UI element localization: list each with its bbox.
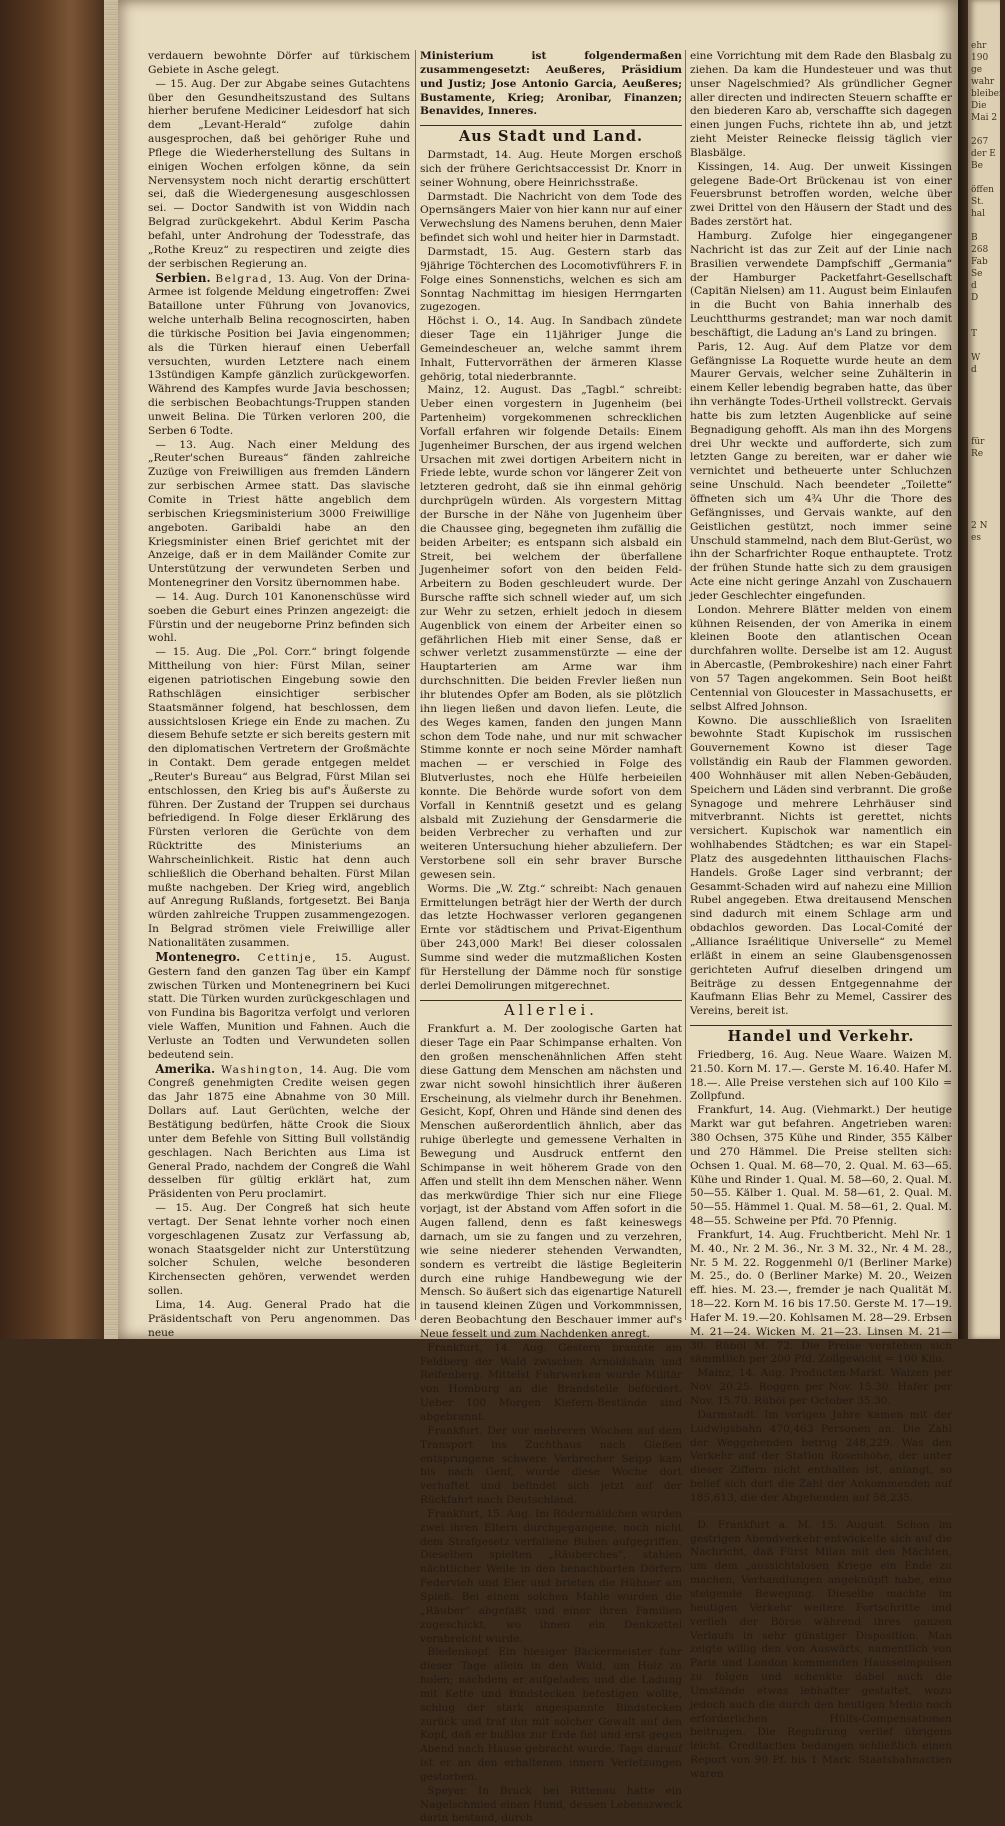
section-heading: Allerlei.	[420, 1000, 682, 1019]
article-paragraph: Worms. Die „W. Ztg.“ schreibt: Nach genauen Ermittelungen beträgt hier der Werth der durch das letzte Hochwasser verloren gegangenen Ernte vor städtischem und Privat-Eigenthum über 243,000 Mark! Bei dieser colossalen Summe sind weder die mutzmaßlichen Kosten für Herstellung der Dämme noch für sonstige derlei Demolirungen mitgerechnet.	[420, 882, 682, 992]
column-2	[420, 50, 682, 1825]
dateline-place: Cettinje,	[257, 951, 318, 964]
article-paragraph: Biedenkopf. Ein hiesiger Bäckermeister fuhr dieser Tage allein in den Wald, um Holz zu holen; nachdem er aufgeladen und die Ladung mit Kette und Bindstecken befestigen wollte, schlug der stark angespannte Bindstecken zurück und traf ihn mit solcher Gewalt auf den Kopf, daß er bußlos zur Erde fiel und erst gegen Abend nach Hause gebracht wurde. Tags darauf ist er an den erhaltenen innern Verletzungen gestorben.	[420, 1646, 682, 1783]
article-paragraph: Darmstadt. Die Nachricht von dem Tode des Opernsängers Maier von hier kann nur auf einer Verwechslung des Namens beruhen, denn Maier befindet sich wohl und heiter hier in Darmstadt.	[420, 190, 682, 245]
article-paragraph: Frankfurt, 14. Aug. (Viehmarkt.) Der heutige Markt war gut befahren. Angetrieben waren: 380 Ochsen, 375 Kühe und Rinder, 355 Kälber und 270 Hämmel. Die Preise stellten sich: Ochsen 1. Qual. M. 68—70, 2. Qual. M. 63—65. Kühe und Rinder 1. Qual. M. 58—60, 2. Qual. M. 50—55. Kälber 1. Qual. M. 58—61, 2. Qual. M. 50—55. Hämmel 1. Qual. M. 58—61, 2. Qual. M. 48—55. Schweine per Pfd. 70 Pfennig.	[690, 1104, 952, 1228]
section-heading: Handel und Verkehr.	[690, 1025, 952, 1044]
article-paragraph: Speyer. In Bruck bei Rittenau hatte ein Nagelschmied einen Hund, dessen Lebenszweck darin bestand, durch	[420, 1784, 682, 1825]
book-spine	[0, 0, 118, 1339]
article-paragraph: Lima, 14. Aug. General Prado hat die Präsidentschaft von Peru angenommen. Das neue	[148, 1298, 410, 1339]
article-paragraph: Darmstadt, 14. Aug. Heute Morgen erschoß sich der frühere Gerichtsaccessist Dr. Knorr in seiner Wohnung, obere Heinrichsstraße.	[420, 149, 682, 189]
article-paragraph: Mainz, 14. Aug. Producten-Markt. Waizen per Nov. 20.25. Roggen per Nov. 15.30. Hafer per Nov. 15.70. Rüböl per October 35.30.	[690, 1367, 952, 1407]
article-paragraph: London. Mehrere Blätter melden von einem kühnen Reisenden, der von Amerika in einem kleinen Boote den atlantischen Ocean durchfahren wollte. Derselbe ist am 12. August in Abercastle, (Pembrokeshire) nach einer Fahrt von 57 Tagen angekommen. Sein Boot heißt Centennial von Gloucester in Massachusetts, er selbst Alfred Johnson.	[690, 603, 952, 713]
article-paragraph	[148, 1063, 410, 1202]
region-label: Montenegro.	[155, 949, 241, 964]
article-paragraph: Friedberg, 16. Aug. Neue Waare. Waizen M. 21.50. Korn M. 17.—. Gerste M. 16.40. Hafer M. 18.—. Alle Preise verstehen sich auf 100 Kilo = Zollpfund.	[690, 1048, 952, 1103]
column-rule	[685, 50, 686, 1320]
dateline-place: Washington,	[221, 1063, 305, 1076]
article-paragraph: Frankfurt, 14. Aug. Gestern brannte am Feldberg der Wald zwischen Arnoldshain und Reifenberg. Mittelst Fuhrwerken wurde Militär von Homburg an die Brandstelle befördert. Ueber 100 Morgen Kiefern-Bestände sind abgebrannt.	[420, 1341, 682, 1423]
section-divider	[690, 1513, 952, 1515]
article-paragraph: Paris, 12. Aug. Auf dem Platze vor dem Gefängnisse La Roquette wurde heute an dem Maurer Gervais, welcher seine Zuhälterin in einem Keller lebendig begraben hatte, das über ihn verhängte Todes-Urtheil vollstreckt. Gervais hatte bis zum letzten Augenblicke auf seine Begnadigung gehofft. Als man ihn des Morgens drei Uhr weckte und aufforderte, sich zum letzten Gange zu bereiten, war er daher wie vernichtet und betheuerte unter Schluchzen seine Unschuld. Nach beendeter „Toilette“ öffneten sich um 4¾ Uhr die Thore des Gefängnisses, und Gervais wankte, auf den Geistlichen gestützt, noch immer seine Unschuld stammelnd, nach dem Blut-Gerüst, wo ihn der Scharfrichter Roque enthauptete. Trotz der frühen Stunde hatte sich zu dem grausigen Acte eine nicht geringe Anzahl von Zuschauern jeder Geschlechter eingefunden.	[690, 340, 952, 602]
region-label: Amerika.	[155, 1061, 216, 1076]
column-rule	[415, 50, 416, 1320]
article-paragraph: Frankfurt a. M. Der zoologische Garten hat dieser Tage ein Paar Schimpanse erhalten. Von den großen menschenähnlichen Affen steht diese Gattung dem Menschen am nächsten und zwar nicht sowohl hinsichtlich ihrer äußeren Erscheinung, als vielmehr durch ihr Benehmen. Gesicht, Kopf, Ohren und Hände sind denen des Menschen außerordentlich ähnlich, aber das ruhige überlegte und gemessene Verhalten in Bewegung und Ausdruck entfernt den Schimpanse in weit höherem Grade von den Affen und stellt ihn dem Menschen näher. Wenn das merkwürdige Thier sich nur eine Fliege vorjagt, ist der Abstand vom Affen sofort in die Augen fallend, denn es faßt keineswegs darnach, um sie zu fangen und zu verzehren, wie seine niederer stehenden Verwandten, sondern es vertreibt die lästige Begleiterin durch eine ruhige Handbewegung wie der Mensch. So äußert sich das eigenartige Naturell in tausend kleinen Zügen und Vorkommnissen, deren Beobachtung den Beschauer immer auf's Neue fesselt und zum Nachdenken anregt.	[420, 1023, 682, 1340]
article-paragraph	[148, 272, 410, 439]
adjacent-page-edge	[968, 0, 1005, 1339]
article-paragraph: Darmstadt. Im vorigen Jahre kamen mit der Ludwigsbahn 470,463 Personen an. Die Zahl der Weggehenden betrug 248,229. Was den Verkehr auf der Station Rosenhöhe, der unter dieser Ziffern nicht enthalten ist, anlangt, so belief sich dort die Zahl der Ankommenden auf 185,613, die der Abgehenden auf 58,235.	[690, 1408, 952, 1504]
article-text: 15. August. Gestern fand den ganzen Tag über ein Kampf zwischen Türken und Montenegrinern bei Kuci statt. Die Türken wurden zurückgeschlagen und von Fundina bis Bagoritza verfolgt und verloren viele Waffen, Munition und Fahnen. Auch die Verluste an Todten und Verwundeten sollen bedeutend sein.	[148, 951, 411, 1061]
article-paragraph: Frankfurt, 14. Aug. Fruchtbericht. Mehl Nr. 1 M. 40., Nr. 2 M. 36., Nr. 3 M. 32., Nr. 4 M. 28., Nr. 5 M. 22. Roggenmehl 0/1 (Berliner Marke) M. 25., do. 0 (Berliner Marke) M. 20., Weizen eff. hies. M. 23.—, fremder je nach Qualität M. 18—22. Korn M. 16 bis 17.50. Gerste M. 17—19. Hafer M. 19.—20. Kohlsamen M. 28—29. Erbsen M. 21—24. Wicken M. 21—23. Linsen M. 21—30. Rüböl M. 72. Die Preise verstehen sich sämmtlich per 200 Pfd. Zollgewicht = 100 Kilo.	[690, 1228, 952, 1366]
article-paragraph: Darmstadt, 15. Aug. Gestern starb das 9jährige Töchterchen des Locomotivführers F. in Folge eines Sonnenstichs, welchen es sich am Sonntag Nachmittag im hiesigen Herrngarten zugezogen.	[420, 245, 682, 314]
article-paragraph: Mainz, 12. August. Das „Tagbl.“ schreibt: Ueber einen vorgestern in Jugenheim (bei Partenheim) vorgekommenen schrecklichen Vorfall erfahren wir folgende Details: Einem Jugenheimer Burschen, der aus irgend welchen Ursachen mit zwei dortigen Arbeitern nicht in Friede lebte, wurde schon vor längerer Zeit von letzteren gedroht, daß sie ihn einmal gehörig durchprügeln würden. Als vorgestern Mittag der Bursche in der Nähe von Jugenheim über die Chaussee ging, begegneten ihm zufällig die beiden Arbeiter; es entspann sich alsbald ein Streit, bei welchem der überfallene Jugenheimer sofort von den beiden Feld-Arbeitern zu Boden geschleudert wurde. Der Bursche raffte sich schnell wieder auf, um sich zur Wehr zu setzen, erhielt jedoch in diesem Augenblick von einem der Arbeiter einen so gefährlichen Hieb mit einer Sense, daß er schwer verletzt zusammenstürzte — eine der Hauptarterien am Arme war ihm durchschnitten. Die beiden Frevler ließen nun ihr blutendes Opfer am Boden, als sie plötzlich ihn liegen ließen und davon liefen. Leute, die des Weges kamen, fanden den jungen Mann schon dem Tode nahe, und nur mit schwacher Stimme konnte er noch seine Mörder namhaft machen — er verschied in Folge des Blutverlustes, noch ehe Hülfe herbeieilen konnte. Die Behörde wurde sofort von dem Vorfall in Kenntniß gesetzt und es gelang alsbald mit Zuziehung der Gensdarmerie die beiden Verbrecher zu verhaften und zur weiteren Untersuchung hieher abzuliefern. Der Verstorbene soll ein sehr braver Bursche gewesen sein.	[420, 384, 682, 881]
dateline-place: Belgrad,	[215, 272, 274, 285]
article-paragraph: — 15. Aug. Die „Pol. Corr.“ bringt folgende Mittheilung von hier: Fürst Milan, seiner eigenen patriotischen Eingebung sowie den Rathschlägen einsichtiger serbischer Staatsmänner folgend, hat beschlossen, dem aussichtslosen Kriege ein Ende zu machen. Zu diesem Behufe setzte er sich bereits gestern mit den diplomatischen Vertretern der Großmächte in Contakt. Dem gerade entgegen meldet „Reuter's Bureau“ aus Belgrad, Fürst Milan sei entschlossen, den Krieg bis auf's Äußerste zu führen. Der Zustand der Truppen sei durchaus befriedigend. In Folge dieser Erklärung des Fürsten verloren die Gerüchte von dem Rücktritte des Ministeriums an Wahrscheinlichkeit. Ristic hat denn auch schließlich die Oberhand behalten. Fürst Milan mußte nachgeben. Der Krieg wird, angeblich auf Anregung Rußlands, fortgesetzt. Bei Banja würden zahlreiche Truppen zusammengezogen. In Belgrad strömen viele Freiwillige aller Nationalitäten zusammen.	[148, 646, 410, 949]
region-label: Serbien.	[155, 270, 211, 285]
book-gutter	[958, 0, 968, 1339]
article-paragraph: Frankfurt, 15. Aug. Im Rödermäldchen wurden zwei ihren Eltern durchgegangene, noch nicht dem Strafgesetz verfallene Buben aufgegriffen. Dieselben spielten „Räuberches“, stahlen nächtlicher Weile in den benachbarten Dörfern Federvieh und Eier und brieten die Hühner am Spieß. Bei einem solchen Mahle wurden die „Räuber“ abgefaßt und einer ihren Familien zugeschickt, wo ihnen ein Denkzettel verabreicht wurde.	[420, 1507, 682, 1645]
article-paragraph: Hamburg. Zufolge hier eingegangener Nachricht ist das zur Zeit auf der Linie nach Brasilien verwendete Dampfschiff „Germania“ der Hamburger Packetfahrt-Gesellschaft (Capitän Nielsen) am 11. August beim Einlaufen in die Bucht von Bahia innerhalb des Leuchtthurms gestrandet; man war noch damit beschäftigt, die Ladung an's Land zu bringen.	[690, 229, 952, 339]
article-text: 14. Aug. Die vom Congreß genehmigten Credite weisen gegen das Jahr 1875 eine Abnahme von 30 Mill. Dollars auf. Laut Gerüchten, welche der Bestätigung bedürfen, hätte Crook die Sioux unter dem Befehle von Sitting Bull vollständig geschlagen. Nach Berichten aus Lima ist General Prado, nachdem der Congreß die Wahl desselben für gültig erklärt hat, zum Präsidenten von Peru proclamirt.	[148, 1063, 410, 1201]
article-paragraph: verdauern bewohnte Dörfer auf türkischem Gebiete in Asche gelegt.	[148, 50, 410, 76]
article-paragraph: — 14. Aug. Durch 101 Kanonenschüsse wird soeben die Geburt eines Prinzen angezeigt: die Fürstin und der neugeborne Prinz befinden sich wohl.	[148, 590, 410, 645]
article-paragraph: Höchst i. O., 14. Aug. In Sandbach zündete dieser Tage ein 11jähriger Junge die Gemeindescheuer an, welche sammt ihrem Inhalt, Futtervorräthen der ärmeren Klasse gehörig, total niederbrannte.	[420, 315, 682, 383]
section-heading: Aus Stadt und Land.	[420, 125, 682, 144]
article-paragraph: Ministerium ist folgendermaßen zusammengesetzt: Aeußeres, Präsidium und Justiz; Jose Antonio Garcia, Aeußeres; Bustamente, Krieg; Aronibar, Finanzen; Benavides, Inneres.	[420, 50, 682, 118]
article-text: 13. Aug. Von der Drina-Armee ist folgende Meldung eingetroffen: Zwei Bataillone unter Führung von Jovanovics, welche unterhalb Belina recognoscirten, haben die türkische Position bei Javia eingenommen; als die Türken hierauf einen Ueberfall versuchten, wurden Letztere nach einem 13stündigen Kampfe gänzlich zurückgeworfen. Während des Kampfes wurde Javia beschossen; die serbischen Beobachtungs-Truppen standen unweit Belina. Die Türken verloren 200, die Serben 6 Todte.	[148, 272, 411, 437]
article-paragraph: — 15. Aug. Der Congreß hat sich heute vertagt. Der Senat lehnte vorher noch einen vorgeschlagenen Zusatz zur Verfassung ab, wonach Staatsgelder nicht zur Unterstützung solcher Schulen, welche besonderen Kirchensecten gehören, verwendet werden sollen.	[148, 1202, 410, 1298]
article-paragraph: Kissingen, 14. Aug. Der unweit Kissingen gelegene Bade-Ort Brückenau ist von einer Feuersbrunst betroffen worden, welche über zwei Drittel von den Häusern der Stadt und des Bades zerstört hat.	[690, 160, 952, 229]
article-paragraph: — 13. Aug. Nach einer Meldung des „Reuter'schen Bureaus“ fänden zahlreiche Zuzüge von Freiwilligen aus fremden Ländern zur serbischen Armee statt. Das slavische Comite in Triest hätte angeblich dem serbischen Kriegsministerium 3000 Freiwillige angeboten. Garibaldi habe an den Kriegsminister einen Brief gerichtet mit der Anzeige, daß er in dem Mailänder Comite zur Unterstützung der verwundeten Serben und Montenegriner den Vorsitz übernommen habe.	[148, 438, 410, 590]
article-paragraph: eine Vorrichtung mit dem Rade den Blasbalg zu ziehen. Da kam die Hundesteuer und was thut unser Nagelschmied? Als gründlicher Gegner aller directen und indirecten Steuern schaffte er den biederen Karo ab, verschaffte sich dagegen einen jungen Fuchs, richtete ihn ab, und jetzt zieht Meister Reinecke fleissig täglich vier Blasbälge.	[690, 50, 952, 159]
column-3	[690, 50, 952, 1780]
adjacent-page-text: ehr 190 ge wahr bleiben Die Mai 2 267 der E Be öffen St. hal B 268 Fab Se d D T W d für Re 2 N es	[971, 41, 1005, 543]
article-paragraph: Frankfurt. Der vor mehreren Wochen auf dem Transport ins Zuchthaus nach Gießen entsprungene schwere Verbrecher Seipp kam bis nach Genf, wurde diese Woche dort verhaftet und befindet sich jetzt auf der Rückfahrt nach Deutschland.	[420, 1424, 682, 1507]
article-paragraph: — 15. Aug. Der zur Abgabe seines Gutachtens über den Gesundheitszustand des Sultans hierher berufene Mediciner Leidesdorf hat sich dem „Levant-Herald“ zufolge dahin ausgesprochen, daß bei gehöriger Ruhe und Pflege die Wiederherstellung des Sultans in einigen Wochen erfolgen könne, da sein Nervensystem noch nicht derartig erschüttert sei, daß die Wiedergenesung ausgeschlossen sei. — Doctor Sandwith ist von Widdin nach Belgrad zurückgekehrt. Abdul Kerim Pascha befahl, unter Androhung der Todesstrafe, das „Rothe Kreuz“ zu respectiren und zeigte dies der serbischen Regierung an.	[148, 77, 410, 270]
article-paragraph	[148, 951, 410, 1063]
article-paragraph: D. Frankfurt a. M. 15. August. Schon im gestrigen Abendverkehr entwickelte sich auf die Nachricht, daß Fürst Milan mit den Mächten, um dem „aussichtslosen Kriege ein Ende zu machen, Verhandlungen angeknüpft habe, eine steigende Bewegung. Dieselbe machte im heutigen Verkehr weitere Fortschritte und verlieh der Börse während ihres ganzen Verlaufs in sehr günstiger Disposition. Man zeigte willig den von Auswärts, namentlich von Paris und London kommenden Hausseimpulsen zu folgen und schenkte dabei auch die Umstände etwas lebhafter gestaltet, wozu jedoch auch die durch den heutigen Medio noch erforderlichen Hülfs-Compensationen beitrugen. Die Regulirung verlief übrigens leicht. Creditactien bedangen schließlich einen Report von 90 Pf. bis 1 Mark. Staatsbahnactien waren	[690, 1518, 952, 1780]
column-1	[148, 50, 411, 1339]
article-paragraph: Kowno. Die ausschließlich von Israeliten bewohnte Stadt Kupischok im russischen Gouvernement Kowno ist dieser Tage vollständig ein Raub der Flammen geworden. 400 Wohnhäuser mit allen Neben-Gebäuden, Speichern und Läden sind verbrannt. Die große Synagoge und mehrere Lehrhäuser sind mitverbrannt. Nichts ist gerettet, nichts versichert. Kupischok war namentlich ein wohlhabendes Städtchen; es war ein Stapel-Platz des ausgedehnten litthauischen Flachs-Handels. Große Lager sind verbrannt; der Gesammt-Schaden wird auf nahezu eine Million Rubel angegeben. Etwa dreitausend Menschen sind dadurch mit einem Schlage arm und obdachlos geworden. Das Local-Comité der „Alliance Israélitique Universelle“ zu Memel erläßt in einem an seine Glaubensgenossen gerichteten Aufruf dieselben dringend um Beiträge zu dessen Entgegennahme der Kaufmann Elias Behr zu Memel, Cassirer des Vereins, bereit ist.	[690, 714, 952, 1018]
